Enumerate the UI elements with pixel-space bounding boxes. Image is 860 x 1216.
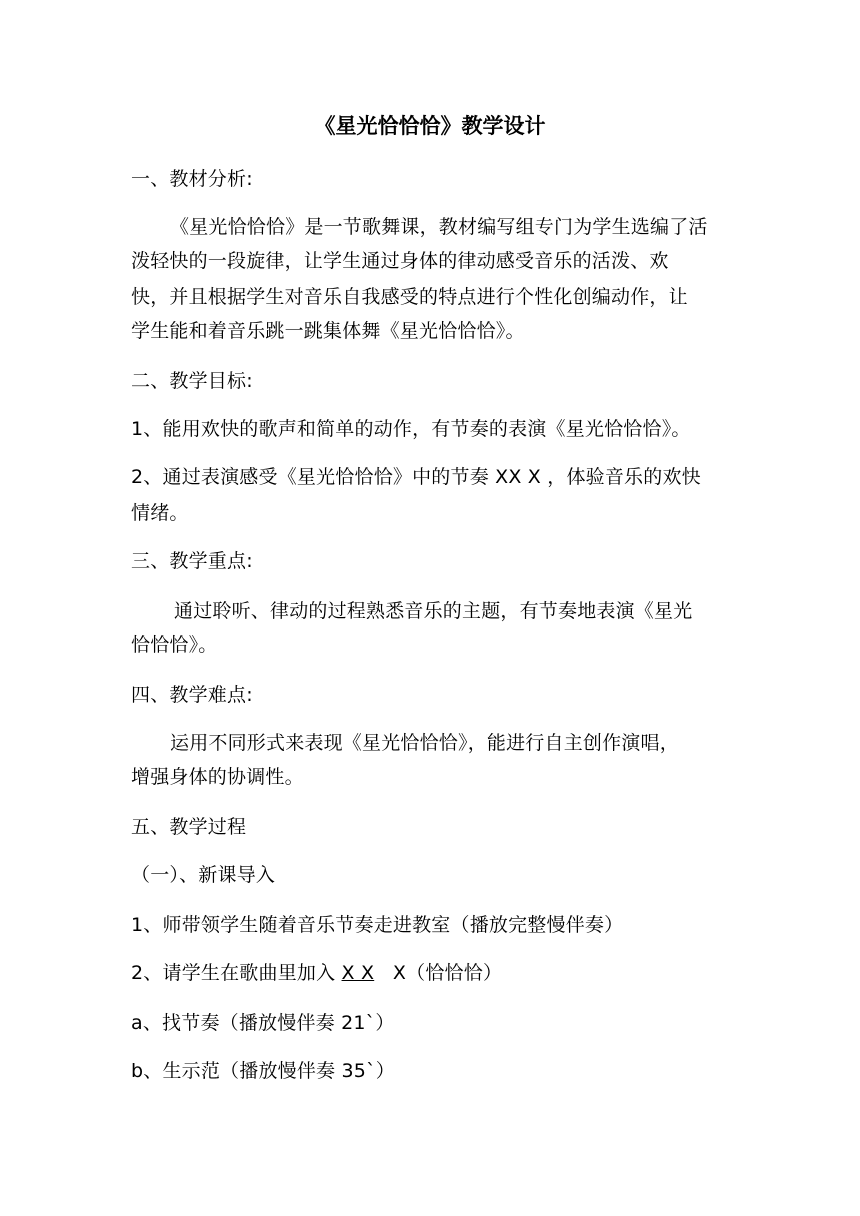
paragraph-line: 运用不同形式来表现《星光恰恰恰》，能进行自主创作演唱，: [170, 732, 679, 754]
paragraph-line: 《星光恰恰恰》是一节歌舞课，教材编写组专门为学生选编了活: [170, 216, 708, 238]
step-text: 2、请学生在歌曲里加入: [131, 962, 342, 984]
step-item: a、找节奏（播放慢伴奏 21`）: [131, 1012, 395, 1034]
goal-item: 1、能用欢快的歌声和简单的动作，有节奏的表演《星光恰恰恰》。: [131, 418, 691, 440]
paragraph-line: 快，并且根据学生对音乐自我感受的特点进行个性化创编动作，让: [131, 286, 688, 308]
step-item: [131, 960, 502, 986]
section-heading-difficulties: 四、教学难点:: [131, 684, 253, 706]
section-heading-analysis: 一、教材分析:: [131, 168, 253, 190]
paragraph-line: 恰恰恰》。: [131, 634, 218, 656]
subsection-heading: （一）、新课导入: [131, 864, 276, 886]
paragraph-line: 增强身体的协调性。: [131, 766, 304, 788]
section-heading-goals: 二、教学目标:: [131, 370, 253, 392]
section-heading-process: 五、教学过程: [131, 816, 247, 838]
paragraph-line: 泼轻快的一段旋律，让学生通过身体的律动感受音乐的活泼、欢: [131, 250, 669, 272]
step-item: 1、师带领学生随着音乐节奏走进教室（播放完整慢伴奏）: [131, 914, 624, 936]
page-title: 《星光恰恰恰》教学设计: [314, 114, 546, 138]
paragraph-line: 学生能和着音乐跳一跳集体舞《星光恰恰恰》。: [131, 320, 525, 342]
step-text: X（恰恰恰）: [374, 962, 503, 984]
goal-item: 2、通过表演感受《星光恰恰恰》中的节奏 XX X ，体验音乐的欢快: [131, 466, 701, 488]
rhythm-notation: X X: [341, 962, 375, 984]
goal-item-continuation: 情绪。: [131, 502, 189, 524]
step-item: b、生示范（播放慢伴奏 35`）: [131, 1060, 395, 1082]
section-heading-key-points: 三、教学重点:: [131, 550, 253, 572]
paragraph-line: 通过聆听、律动的过程熟悉音乐的主题，有节奏地表演《星光: [174, 600, 693, 622]
